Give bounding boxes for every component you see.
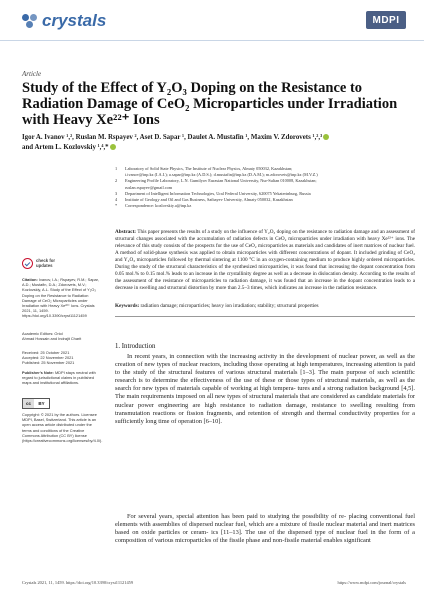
crystals-logo-icon xyxy=(22,14,37,29)
title-line-2: Radiation Damage of CeO₂ Microparticles under Irradiation xyxy=(22,96,398,112)
abstract-text: This paper presents the results of a study on the influence of Y₂O₃ doping on the resistance to radiation damage and an assessment of structural changes associated with the accumulation of radiation defects in CeO₂ microparticles under irradiation with heavy Xe²²⁺ ions. The relevance of this study consists of the prospects for the use of CeO₂ microparticles as materials and candidates of inert matrices of nuclear fuel. A method of solid-phase synthesis was applied to obtain microparticles with different concentrations of dopant. It included grinding of CeO₂ and Y₂O₃ microparticles followed by thermal sintering at 1100 °C in an oxygen-containing medium to produce highly ordered microparticles. During the study of the structural characteristics of the synthesized microparticles, it was found that increasing the dopant concentration from 0.05 mol.% to 0.15 mol.% leads to an increase in the crystallinity degree as well as a decrease in dislocation density. According to the results of the assessment of the resistance of microparticles to radiation damage, it was found that an increase in the dopant concentration leads to a decrease in swelling and structural distortion by more than 2.5–3 times, which indicates an increase in the radiation resistance. xyxy=(115,229,416,292)
journal-name: crystals xyxy=(42,11,107,30)
footer-citation[interactable]: Crystals 2021, 11, 1459. https://doi.org/10.3390/cryst11121459 xyxy=(22,580,134,585)
received-date: Received: 25 October 2021 xyxy=(22,350,70,355)
editors-names: Ahmad Hossain and Indrajit Charit xyxy=(22,336,82,342)
authors-line-1[interactable]: Igor A. Ivanov ¹,², Ruslan M. Rspayev ², Aset D. Sapar ¹, Daulet A. Mustafin ¹, Maxim V. Zdorovets ¹,²,³ xyxy=(22,134,323,141)
paper-title xyxy=(22,80,402,128)
header-divider xyxy=(0,40,424,41)
publisher-note-text: MDPI stays neutral with regard to jurisdictional claims in published maps and institutional affiliations. xyxy=(22,370,96,386)
keywords xyxy=(115,303,415,310)
citation-block xyxy=(22,277,102,319)
authors-line-2[interactable]: and Artem L. Kozlovskiy ¹,⁴,* xyxy=(22,143,109,151)
check-updates-icon xyxy=(22,258,33,269)
publisher-note xyxy=(22,370,102,386)
by-icon: BY xyxy=(34,399,49,408)
affiliation-item: 1 Laboratory of Solid State Physics, The Institute of Nuclear Physics, Almaty 050032, Kazakhstan; xyxy=(115,166,293,171)
citation-doi[interactable]: Crystals 2021, 11, 1459. https://doi.org/10.3390/cryst11121459 xyxy=(22,303,95,319)
section-title: 1. Introduction xyxy=(115,343,156,350)
orcid-icon[interactable] xyxy=(110,144,116,150)
copyright-text: Copyright: © 2021 by the authors. Licensee MDPI, Basel, Switzerland. This article is an open access article distributed under the terms and conditions of the Creative Commons Attribution (CC BY) license (https://creativecommons.org/licenses/by/4.0/). xyxy=(22,412,103,444)
abstract xyxy=(115,229,415,292)
cc-by-license-badge[interactable] xyxy=(22,398,50,409)
title-line-1: Study of the Effect of Y₂O₃ Doping on the Resistance to xyxy=(22,80,363,96)
title-line-3: with Heavy Xe²²⁺ Ions xyxy=(22,112,160,128)
correspondence: * Correspondence: kozlovskiy.a@inp.kz xyxy=(115,203,192,209)
abstract-label: Abstract: xyxy=(115,229,137,235)
check-updates-label: check for updates xyxy=(36,257,56,268)
article-type: Article xyxy=(22,70,42,78)
check-for-updates-button[interactable] xyxy=(22,258,58,269)
affiliation-item: i.ivanov@inp.kz (I.A.I.); a.sapar@inp.kz (A.D.S.); d.mustafin@inp.kz (D.A.M.); m.zdorovets@inp.kz (M.V.Z.) xyxy=(125,172,318,178)
affiliation-item: 3 Department of Intelligent Information Technologies, Ural Federal University, 620075 Yekaterinburg, Russia xyxy=(115,190,311,196)
cc-icon: cc xyxy=(23,399,34,408)
published-date: Published: 25 November 2021 xyxy=(22,360,75,366)
keywords-text: radiation damage; microparticles; heavy ion irradiation; stability; structural properties xyxy=(140,303,319,309)
citation-text: Ivanov, I.A.; Rspayev, R.M.; Sapar, A.D.; Mustafin, D.A.; Zdorovets, M.V.; Kozlovskiy, A.L. Study of the Effect of Y₂O₃ Doping on the Resistance to Radiation Damage of CeO₂ Microparticles under Irradiation with Heavy Xe²²⁺ Ions. xyxy=(22,277,99,309)
author-list xyxy=(22,133,417,152)
affiliation-item: 4 Institute of Geology and Oil and Gas Business, Satbayev University, Almaty 050032, Kazakhstan xyxy=(115,197,293,203)
publisher-note-label: Publisher's Note: xyxy=(22,370,54,375)
accepted-date: Accepted: 22 November 2021 xyxy=(22,355,74,361)
affiliation-item: 2 Engineering Profile Laboratory, L.N. Gumilyov Eurasian National University, Nur-Sultan 010008, Kazakhstan; xyxy=(115,178,317,184)
journal-logo xyxy=(22,11,106,31)
editors-label: Academic Editors: Oriol xyxy=(22,331,63,336)
copyright-block xyxy=(22,412,102,443)
intro-paragraph-1: In recent years, in connection with the increasing activity in the development of nuclear power, as well as the creation of new types of nuclear reactors, including those operating at high temperatures, increasing attention is paid to the study of the structural features of various structural materials [1–3]. The main purpose of such scientific research is to determine the effectiveness of the use of these or those types of structural materials, as well as the search for new types of materials capable of working at high tempera- tures and a strong radiation background [4,5]. The main requirements imposed on all new types of structural materials that are considered as candidate materials for nuclear power engineering are high resistance to radiation damage, resistance to swelling resulting from transmutation reactions or fission fragments, and retention of strength and thermal conductivity properties for a sufficiently long time of operation [6–10]. xyxy=(115,353,415,425)
editors-block xyxy=(22,331,102,341)
citation-label: Citation: xyxy=(22,277,38,282)
affiliation-item: ruslan.rspayev@gmail.com xyxy=(125,184,173,190)
publisher-logo[interactable]: MDPI xyxy=(366,11,406,29)
orcid-icon[interactable] xyxy=(323,134,329,140)
keywords-label: Keywords: xyxy=(115,303,140,309)
dates-block xyxy=(22,350,102,366)
intro-paragraph-2: For several years, special attention has been paid to studying the possibility of re- placing conventional fuel elements with assemblies of dispersed nuclear fuel, which are a mixture of fissile nuclear material and inert matrices based on oxide particles or ceram- ics [11–13]. The use of the dispersed type of nuclear fuel in the form of a composition of various microparticles of the fissile phase and non-fissile material enables significant xyxy=(115,513,415,545)
abstract-divider xyxy=(115,316,415,317)
footer-journal-link[interactable]: https://www.mdpi.com/journal/crystals xyxy=(337,580,406,585)
affiliations xyxy=(115,166,415,209)
